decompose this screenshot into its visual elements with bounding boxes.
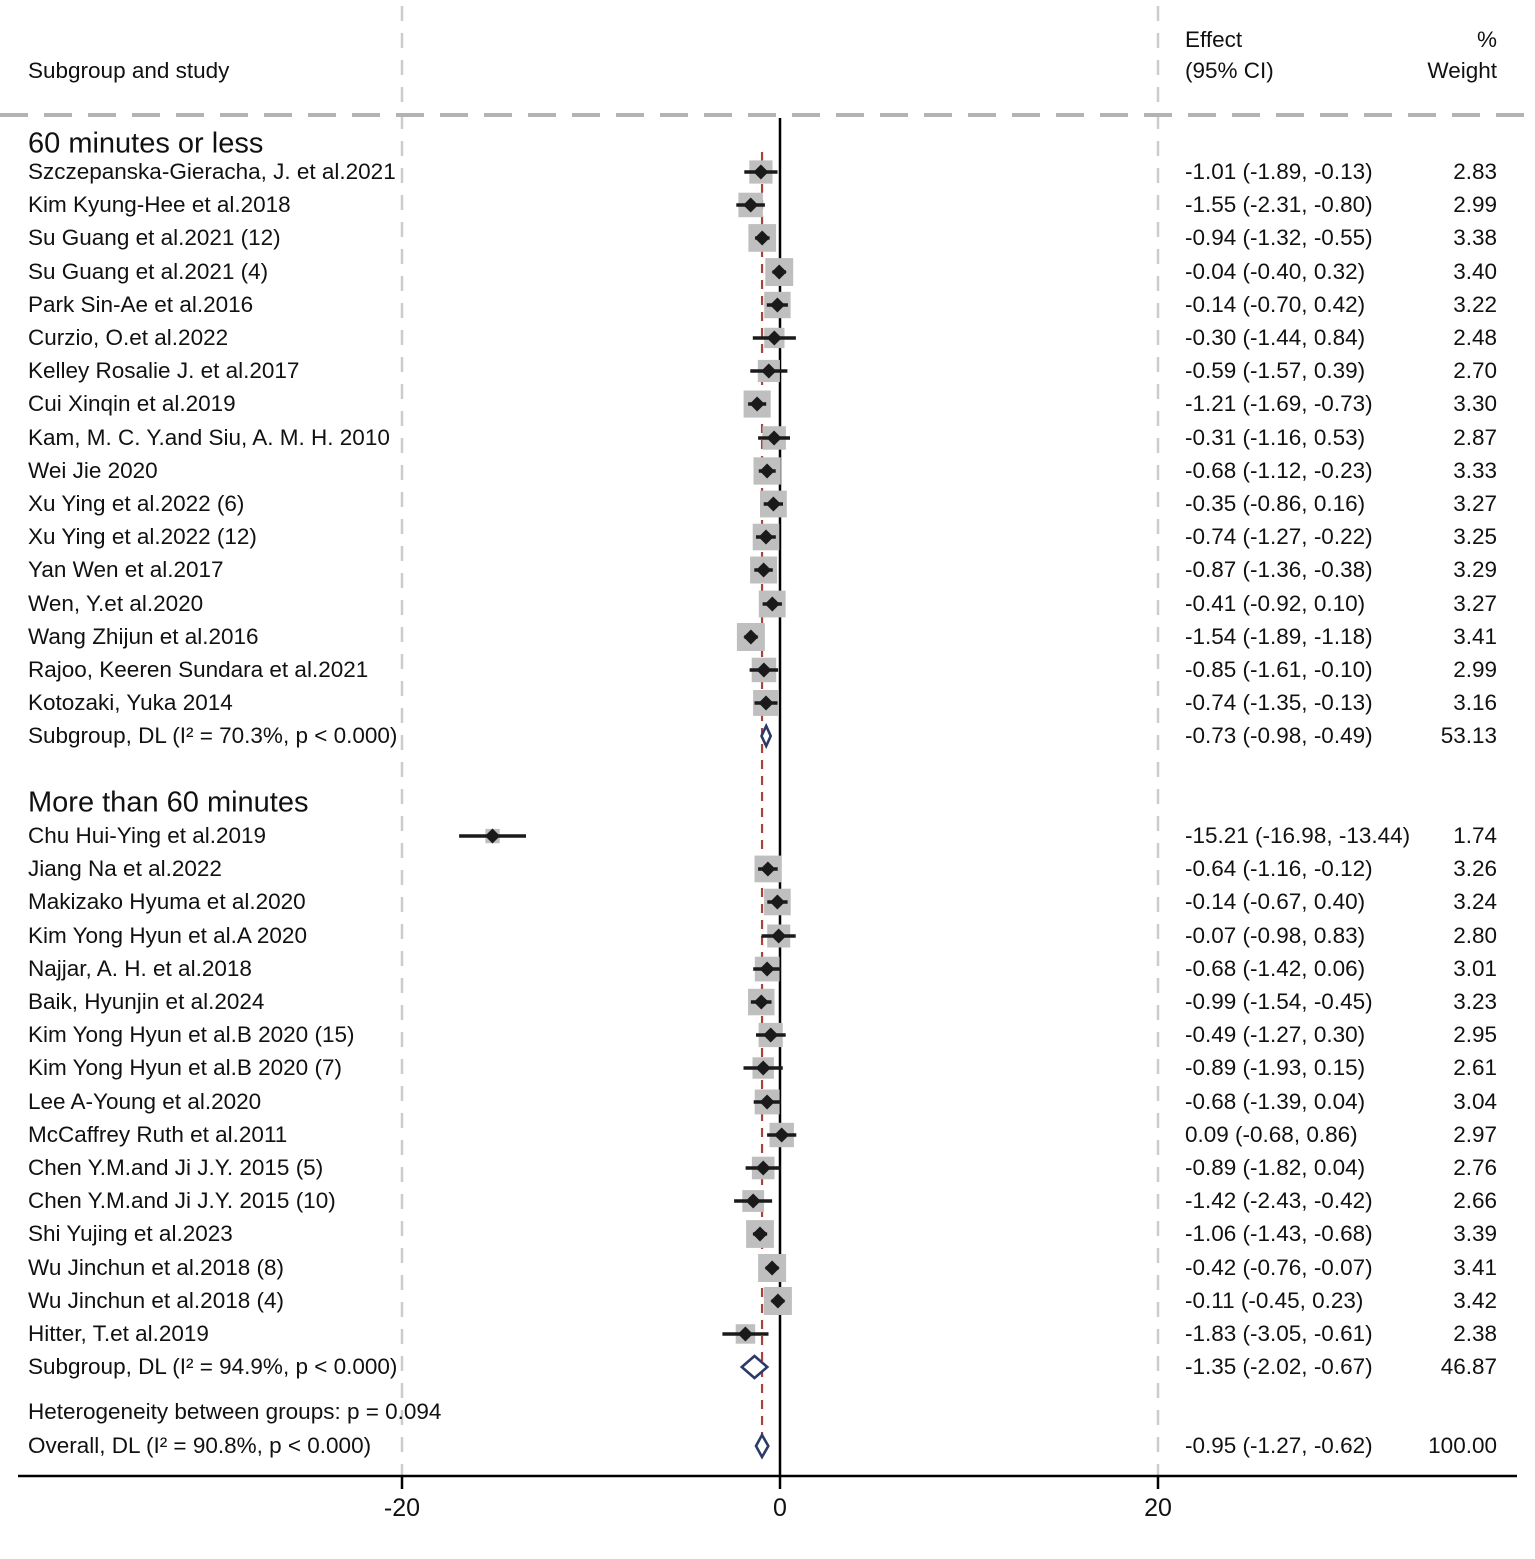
study-weight-text: 3.42	[1453, 1288, 1497, 1313]
study-label: Rajoo, Keeren Sundara et al.2021	[28, 657, 369, 682]
study-weight-text: 2.87	[1453, 425, 1497, 450]
study-weight-text: 2.66	[1453, 1188, 1497, 1213]
study-label: Chen Y.M.and Ji J.Y. 2015 (10)	[28, 1188, 336, 1213]
study-effect-text: -0.35 (-0.86, 0.16)	[1185, 491, 1366, 516]
study-weight-text: 2.76	[1453, 1155, 1497, 1180]
study-label: Shi Yujing et al.2023	[28, 1221, 233, 1246]
study-label: McCaffrey Ruth et al.2011	[28, 1122, 288, 1147]
study-weight-text: 2.99	[1453, 192, 1497, 217]
study-weight-text: 2.70	[1453, 358, 1497, 383]
study-label: Park Sin-Ae et al.2016	[28, 292, 254, 317]
study-weight-text: 3.33	[1453, 458, 1497, 483]
study-label: Xu Ying et al.2022 (12)	[28, 524, 257, 549]
study-weight-text: 3.29	[1453, 557, 1497, 582]
study-effect-text: -0.68 (-1.42, 0.06)	[1185, 956, 1366, 981]
column-header-weight-line2: Weight	[1427, 58, 1497, 83]
axis-tick-label: 20	[1144, 1494, 1172, 1522]
study-effect-text: -1.21 (-1.69, -0.73)	[1185, 391, 1373, 416]
study-weight-text: 3.27	[1453, 591, 1497, 616]
study-label: Kim Kyung-Hee et al.2018	[28, 192, 291, 217]
study-weight-text: 2.97	[1453, 1122, 1497, 1147]
study-label: Szczepanska-Gieracha, J. et al.2021	[28, 159, 396, 184]
study-effect-text: -0.94 (-1.32, -0.55)	[1185, 225, 1373, 250]
study-weight-text: 3.26	[1453, 856, 1497, 881]
study-effect-text: 0.09 (-0.68, 0.86)	[1185, 1122, 1358, 1147]
subgroup-label: Subgroup, DL (I² = 70.3%, p < 0.000)	[28, 723, 398, 748]
study-effect-text: -1.42 (-2.43, -0.42)	[1185, 1188, 1373, 1213]
study-effect-text: -0.68 (-1.12, -0.23)	[1185, 458, 1373, 483]
study-weight-text: 2.48	[1453, 325, 1497, 350]
study-weight-text: 3.40	[1453, 259, 1497, 284]
study-label: Xu Ying et al.2022 (6)	[28, 491, 245, 516]
study-effect-text: -0.41 (-0.92, 0.10)	[1185, 591, 1366, 616]
study-effect-text: -0.85 (-1.61, -0.10)	[1185, 657, 1373, 682]
study-effect-text: -0.89 (-1.93, 0.15)	[1185, 1055, 1366, 1080]
study-effect-text: -0.31 (-1.16, 0.53)	[1185, 425, 1366, 450]
study-effect-text: -1.83 (-3.05, -0.61)	[1185, 1321, 1373, 1346]
study-label: Su Guang et al.2021 (4)	[28, 259, 269, 284]
study-effect-text: -0.87 (-1.36, -0.38)	[1185, 557, 1373, 582]
study-effect-text: -0.14 (-0.70, 0.42)	[1185, 292, 1366, 317]
study-weight-text: 3.24	[1453, 889, 1497, 914]
subgroup-weight-text: 46.87	[1440, 1354, 1497, 1379]
study-weight-text: 2.80	[1453, 923, 1497, 948]
study-weight-text: 3.22	[1453, 292, 1497, 317]
study-weight-text: 3.16	[1453, 690, 1497, 715]
study-weight-text: 3.04	[1453, 1089, 1497, 1114]
study-effect-text: -0.04 (-0.40, 0.32)	[1185, 259, 1366, 284]
study-label: Baik, Hyunjin et al.2024	[28, 989, 265, 1014]
study-weight-text: 3.30	[1453, 391, 1497, 416]
heterogeneity-text: Heterogeneity between groups: p = 0.094	[28, 1399, 442, 1424]
study-effect-text: -0.68 (-1.39, 0.04)	[1185, 1089, 1366, 1114]
study-weight-text: 1.74	[1453, 823, 1497, 848]
study-weight-text: 3.23	[1453, 989, 1497, 1014]
study-label: Kam, M. C. Y.and Siu, A. M. H. 2010	[28, 425, 390, 450]
study-label: Kim Yong Hyun et al.A 2020	[28, 923, 307, 948]
study-label: Jiang Na et al.2022	[28, 856, 222, 881]
group-title-60-minutes-or-less: 60 minutes or less	[28, 127, 264, 160]
study-effect-text: -0.11 (-0.45, 0.23)	[1185, 1288, 1364, 1313]
study-label: Lee A-Young et al.2020	[28, 1089, 262, 1114]
study-label: Kim Yong Hyun et al.B 2020 (7)	[28, 1055, 342, 1080]
study-effect-text: -0.14 (-0.67, 0.40)	[1185, 889, 1366, 914]
study-label: Wu Jinchun et al.2018 (8)	[28, 1255, 284, 1280]
study-label: Wang Zhijun et al.2016	[28, 624, 259, 649]
study-effect-text: -0.64 (-1.16, -0.12)	[1185, 856, 1373, 881]
study-effect-text: -1.55 (-2.31, -0.80)	[1185, 192, 1373, 217]
study-effect-text: -0.99 (-1.54, -0.45)	[1185, 989, 1373, 1014]
study-effect-text: -1.01 (-1.89, -0.13)	[1185, 159, 1373, 184]
study-label: Kotozaki, Yuka 2014	[28, 690, 233, 715]
study-label: Wen, Y.et al.2020	[28, 591, 204, 616]
study-effect-text: -0.59 (-1.57, 0.39)	[1185, 358, 1366, 383]
study-weight-text: 3.39	[1453, 1221, 1497, 1246]
study-effect-text: -0.74 (-1.27, -0.22)	[1185, 524, 1373, 549]
study-weight-text: 3.27	[1453, 491, 1497, 516]
study-label: Curzio, O.et al.2022	[28, 325, 229, 350]
study-weight-text: 2.99	[1453, 657, 1497, 682]
study-weight-text: 2.61	[1453, 1055, 1497, 1080]
study-effect-text: -1.06 (-1.43, -0.68)	[1185, 1221, 1373, 1246]
study-weight-text: 2.38	[1453, 1321, 1497, 1346]
column-header-effect-line2: (95% CI)	[1185, 58, 1274, 83]
overall-weight-text: 100.00	[1428, 1433, 1497, 1458]
subgroup-effect-text: -1.35 (-2.02, -0.67)	[1185, 1354, 1373, 1379]
study-weight-text: 3.38	[1453, 225, 1497, 250]
subgroup-effect-text: -0.73 (-0.98, -0.49)	[1185, 723, 1373, 748]
column-header-effect-line1: Effect	[1185, 27, 1243, 52]
study-label: Wei Jie 2020	[28, 458, 158, 483]
study-weight-text: 3.25	[1453, 524, 1497, 549]
study-label: Chu Hui-Ying et al.2019	[28, 823, 267, 848]
overall-row-label: Overall, DL (I² = 90.8%, p < 0.000)	[28, 1433, 372, 1458]
study-label: Wu Jinchun et al.2018 (4)	[28, 1288, 284, 1313]
axis-tick-label: -20	[383, 1494, 421, 1522]
study-effect-text: -0.89 (-1.82, 0.04)	[1185, 1155, 1366, 1180]
study-effect-text: -0.42 (-0.76, -0.07)	[1185, 1255, 1373, 1280]
column-header-weight-line1: %	[1476, 27, 1497, 52]
study-weight-text: 2.95	[1453, 1022, 1497, 1047]
axis-tick-label: 0	[773, 1494, 787, 1522]
study-label: Yan Wen et al.2017	[28, 557, 224, 582]
overall-effect-text: -0.95 (-1.27, -0.62)	[1185, 1433, 1373, 1458]
study-effect-text: -0.74 (-1.35, -0.13)	[1185, 690, 1373, 715]
subgroup-weight-text: 53.13	[1440, 723, 1497, 748]
study-effect-text: -0.30 (-1.44, 0.84)	[1185, 325, 1366, 350]
study-label: Najjar, A. H. et al.2018	[28, 956, 252, 981]
study-weight-text: 3.41	[1453, 1255, 1497, 1280]
study-label: Hitter, T.et al.2019	[28, 1321, 209, 1346]
column-header-study: Subgroup and study	[28, 58, 230, 83]
study-label: Makizako Hyuma et al.2020	[28, 889, 306, 914]
study-label: Kelley Rosalie J. et al.2017	[28, 358, 300, 383]
study-weight-text: 2.83	[1453, 159, 1497, 184]
study-label: Chen Y.M.and Ji J.Y. 2015 (5)	[28, 1155, 324, 1180]
pooled-diamond	[742, 1356, 768, 1378]
study-weight-text: 3.41	[1453, 624, 1497, 649]
study-effect-text: -15.21 (-16.98, -13.44)	[1185, 823, 1411, 848]
group-title-more-than-60-minutes: More than 60 minutes	[28, 786, 309, 819]
study-weight-text: 3.01	[1453, 956, 1497, 981]
study-effect-text: -0.07 (-0.98, 0.83)	[1185, 923, 1366, 948]
pooled-diamond	[756, 1435, 768, 1457]
study-label: Kim Yong Hyun et al.B 2020 (15)	[28, 1022, 355, 1047]
subgroup-label: Subgroup, DL (I² = 94.9%, p < 0.000)	[28, 1354, 398, 1379]
study-effect-text: -1.54 (-1.89, -1.18)	[1185, 624, 1373, 649]
study-label: Su Guang et al.2021 (12)	[28, 225, 281, 250]
study-label: Cui Xinqin et al.2019	[28, 391, 236, 416]
study-effect-text: -0.49 (-1.27, 0.30)	[1185, 1022, 1366, 1047]
